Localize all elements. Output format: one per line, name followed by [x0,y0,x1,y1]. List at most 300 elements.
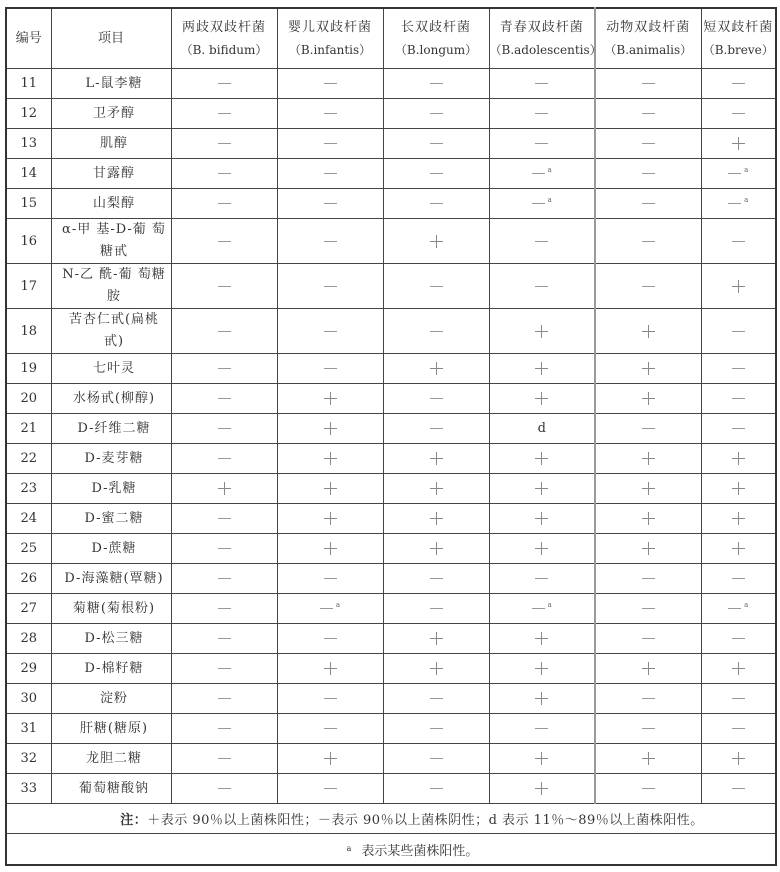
footnote-superscript: a [744,196,749,204]
positive-mark [732,137,745,150]
negative-mark [324,241,337,242]
species-latin: （B.longum） [394,42,478,57]
negative-mark [218,113,231,114]
positive-mark [535,542,548,555]
variable-mark: d [537,421,546,436]
negative-mark [642,83,655,84]
negative-mark [218,398,231,399]
row-number: 30 [6,684,51,714]
negative-mark [430,608,443,609]
result-cell [277,99,383,129]
positive-mark [430,235,443,248]
positive-mark [535,752,548,765]
result-cell [383,594,489,624]
positive-mark [732,452,745,465]
row-number: 16 [6,219,51,264]
negative-mark [218,286,231,287]
negative-mark [430,143,443,144]
result-cell [171,189,277,219]
negative-mark [732,698,745,699]
negative-mark [728,203,741,204]
header-species-breve [701,8,776,69]
negative-mark [218,518,231,519]
test-item: 菊糖(菊根粉) [51,594,171,624]
row-number: 23 [6,474,51,504]
result-cell [489,159,595,189]
result-cell [595,189,701,219]
result-cell [171,684,277,714]
species-cn: 动物双歧杆菌 [606,19,691,35]
result-cell [171,264,277,309]
positive-mark [430,452,443,465]
result-cell [489,774,595,804]
negative-mark [535,113,548,114]
negative-mark [430,173,443,174]
positive-mark [535,482,548,495]
result-cell [595,654,701,684]
row-number: 27 [6,594,51,624]
test-item: 葡萄糖酸钠 [51,774,171,804]
result-cell [277,444,383,474]
result-cell [595,684,701,714]
negative-mark [430,331,443,332]
result-cell [277,414,383,444]
table-row [6,384,776,414]
negative-mark [218,203,231,204]
result-cell [489,624,595,654]
result-cell [277,744,383,774]
result-cell [701,189,776,219]
positive-mark [642,452,655,465]
test-item: D-海藻糖(覃糖) [51,564,171,594]
row-number: 29 [6,654,51,684]
header-species-longum [383,8,489,69]
negative-mark [642,608,655,609]
result-cell [489,714,595,744]
result-cell [595,219,701,264]
negative-mark [218,578,231,579]
negative-mark [218,548,231,549]
result-cell [383,159,489,189]
result-cell [701,564,776,594]
table-row [6,474,776,504]
negative-mark [430,728,443,729]
row-number: 19 [6,354,51,384]
result-cell [489,444,595,474]
positive-mark [218,482,231,495]
table-row [6,129,776,159]
row-number: 33 [6,774,51,804]
negative-mark [324,698,337,699]
negative-mark [728,173,741,174]
row-number: 21 [6,414,51,444]
result-cell [171,594,277,624]
negative-mark [324,728,337,729]
result-cell [171,384,277,414]
positive-mark [430,662,443,675]
result-cell [277,159,383,189]
result-cell [171,129,277,159]
positive-mark [324,392,337,405]
notes-row [6,804,776,834]
negative-mark [642,428,655,429]
result-cell [277,474,383,504]
footnote-row [6,834,776,866]
negative-mark [732,113,745,114]
row-number: 31 [6,714,51,744]
negative-mark [535,83,548,84]
result-cell [701,354,776,384]
table-body [6,69,776,804]
result-cell [701,714,776,744]
test-item: 甘露醇 [51,159,171,189]
table-row [6,654,776,684]
test-item: 七叶灵 [51,354,171,384]
result-cell [701,219,776,264]
positive-mark [324,512,337,525]
row-number: 20 [6,384,51,414]
test-item: D-松三糖 [51,624,171,654]
negative-mark [218,173,231,174]
table-row [6,309,776,354]
result-cell [701,99,776,129]
species-cn: 两歧双歧杆菌 [181,19,266,35]
negative-mark [642,728,655,729]
positive-mark [535,512,548,525]
result-cell [701,684,776,714]
positive-mark [642,482,655,495]
result-cell [171,69,277,99]
header-species-animalis [595,8,701,69]
result-cell [383,309,489,354]
negative-mark [218,368,231,369]
row-number: 13 [6,129,51,159]
row-number: 24 [6,504,51,534]
footnote-text: 表示某些菌株阳性。 [361,843,479,859]
test-item: D-蜜二糖 [51,504,171,534]
negative-mark [324,638,337,639]
result-cell [595,444,701,474]
result-cell [489,594,595,624]
note-text: ＋表示 90％以上菌株阳性；－表示 90％以上菌株阴性；d 表示 11％～89％以上菌株阳性。 [147,813,704,828]
result-cell [489,99,595,129]
result-cell [701,534,776,564]
result-cell [383,129,489,159]
positive-mark [642,512,655,525]
result-cell [595,129,701,159]
footnote-mark: a [346,843,352,853]
result-cell [383,474,489,504]
result-cell [171,444,277,474]
result-cell [277,594,383,624]
negative-mark [732,398,745,399]
result-cell [383,354,489,384]
footnote-superscript: a [547,166,552,174]
result-cell [277,774,383,804]
result-cell [171,309,277,354]
result-cell [383,69,489,99]
result-cell [277,219,383,264]
negative-mark [430,203,443,204]
negative-mark [430,428,443,429]
result-cell [595,624,701,654]
result-cell [489,219,595,264]
positive-mark [324,542,337,555]
negative-mark [218,788,231,789]
result-cell [701,654,776,684]
result-cell [171,744,277,774]
negative-mark [324,578,337,579]
test-item: D-纤维二糖 [51,414,171,444]
test-item: 山梨醇 [51,189,171,219]
result-cell [383,744,489,774]
negative-mark [430,578,443,579]
result-cell [489,189,595,219]
result-cell [383,219,489,264]
row-number: 25 [6,534,51,564]
positive-mark [430,542,443,555]
result-cell [595,264,701,309]
row-number: 15 [6,189,51,219]
result-cell [171,219,277,264]
result-cell [489,384,595,414]
row-number: 32 [6,744,51,774]
table-row [6,219,776,264]
test-item: D-蔗糖 [51,534,171,564]
positive-mark [732,280,745,293]
result-cell [489,354,595,384]
table-row [6,774,776,804]
result-cell [277,534,383,564]
negative-mark [218,608,231,609]
bifidobacterium-fermentation-table [5,7,777,866]
negative-mark [535,728,548,729]
result-cell [383,654,489,684]
result-cell [595,534,701,564]
result-cell [489,264,595,309]
result-cell [383,264,489,309]
test-item: α-甲 基-D-葡 萄糖甙 [51,219,171,264]
table-row [6,564,776,594]
negative-mark [430,286,443,287]
negative-mark [430,758,443,759]
test-item: 卫矛醇 [51,99,171,129]
negative-mark [430,113,443,114]
table-row [6,189,776,219]
negative-mark [732,241,745,242]
result-cell [171,504,277,534]
negative-mark [324,113,337,114]
result-cell [489,744,595,774]
row-number: 28 [6,624,51,654]
test-item: L-鼠李糖 [51,69,171,99]
negative-mark [642,578,655,579]
result-cell [171,474,277,504]
result-cell [701,264,776,309]
negative-mark [430,398,443,399]
species-cn: 长双歧杆菌 [400,19,471,35]
footnote-superscript: a [335,601,341,609]
species-latin: （B.animalis） [604,42,693,57]
species-cn: 婴儿双歧杆菌 [287,19,372,35]
result-cell [171,774,277,804]
result-cell [489,504,595,534]
result-cell [489,654,595,684]
table-row [6,444,776,474]
test-item: D-棉籽糖 [51,654,171,684]
negative-mark [320,608,333,609]
negative-mark [218,143,231,144]
result-cell [383,624,489,654]
positive-mark [324,482,337,495]
result-cell [701,594,776,624]
result-cell [489,684,595,714]
result-cell [383,684,489,714]
result-cell [595,474,701,504]
species-latin: （B.adolescentis） [489,42,602,57]
row-number: 17 [6,264,51,309]
species-cn: 短双歧杆菌 [703,19,774,35]
footnote-superscript: a [547,196,552,204]
result-cell [489,309,595,354]
negative-mark [642,203,655,204]
result-cell [383,774,489,804]
result-cell [171,354,277,384]
result-cell [277,504,383,534]
positive-mark [732,662,745,675]
result-cell [595,69,701,99]
result-cell [701,774,776,804]
positive-mark [430,512,443,525]
table-row [6,594,776,624]
negative-mark [642,143,655,144]
result-cell [489,534,595,564]
result-cell [489,69,595,99]
result-cell [383,414,489,444]
header-no: 编号 [6,8,51,69]
result-cell [383,99,489,129]
negative-mark [218,241,231,242]
negative-mark [218,83,231,84]
result-cell [701,309,776,354]
table-row [6,714,776,744]
test-item: 苦杏仁甙(扁桃甙) [51,309,171,354]
table-row [6,354,776,384]
negative-mark [532,173,545,174]
species-cn: 青春双歧杆菌 [499,19,584,35]
note-label: 注： [120,813,148,828]
negative-mark [218,758,231,759]
result-cell [595,504,701,534]
result-cell [595,714,701,744]
negative-mark [535,143,548,144]
positive-mark [430,632,443,645]
positive-mark [642,362,655,375]
result-cell [701,414,776,444]
negative-mark [324,788,337,789]
result-cell [595,309,701,354]
negative-mark [324,331,337,332]
result-cell [383,384,489,414]
result-cell [171,534,277,564]
table-row [6,414,776,444]
footnote [6,834,776,866]
result-cell [171,654,277,684]
negative-mark [732,331,745,332]
result-cell [277,624,383,654]
negative-mark [324,143,337,144]
test-item: 水杨甙(柳醇) [51,384,171,414]
positive-mark [535,662,548,675]
test-item: D-乳糖 [51,474,171,504]
row-number: 14 [6,159,51,189]
negative-mark [642,698,655,699]
result-cell [171,159,277,189]
positive-mark [535,325,548,338]
result-cell [595,774,701,804]
test-item: 肌醇 [51,129,171,159]
result-cell [701,474,776,504]
result-cell [383,189,489,219]
negative-mark [430,698,443,699]
positive-mark [535,452,548,465]
positive-mark [732,482,745,495]
table-row [6,534,776,564]
header-species-adolescentis [489,8,602,69]
negative-mark [218,728,231,729]
positive-mark [324,662,337,675]
positive-mark [535,392,548,405]
test-item: N-乙 酰-葡 萄糖胺 [51,264,171,309]
result-cell [277,189,383,219]
positive-mark [430,482,443,495]
result-cell [171,414,277,444]
result-cell [701,504,776,534]
table-row [6,69,776,99]
result-cell [595,744,701,774]
negative-mark [218,638,231,639]
result-cell [383,714,489,744]
negative-mark [732,578,745,579]
result-cell [595,159,701,189]
test-item: 肝糖(糖原) [51,714,171,744]
negative-mark [532,203,545,204]
positive-mark [535,782,548,795]
species-latin: （B. bifidum） [180,42,268,57]
result-cell [277,684,383,714]
result-cell [701,384,776,414]
negative-mark [324,173,337,174]
negative-mark [218,331,231,332]
species-latin: （B.breve） [702,42,774,57]
positive-mark [535,362,548,375]
negative-mark [732,83,745,84]
row-number: 26 [6,564,51,594]
positive-mark [732,512,745,525]
result-cell [701,159,776,189]
negative-mark [728,608,741,609]
table-row [6,99,776,129]
table-row [6,504,776,534]
table-row [6,264,776,309]
result-cell [277,309,383,354]
result-cell [171,714,277,744]
negative-mark [535,578,548,579]
positive-mark [324,452,337,465]
positive-mark [535,632,548,645]
row-number: 22 [6,444,51,474]
positive-mark [642,662,655,675]
